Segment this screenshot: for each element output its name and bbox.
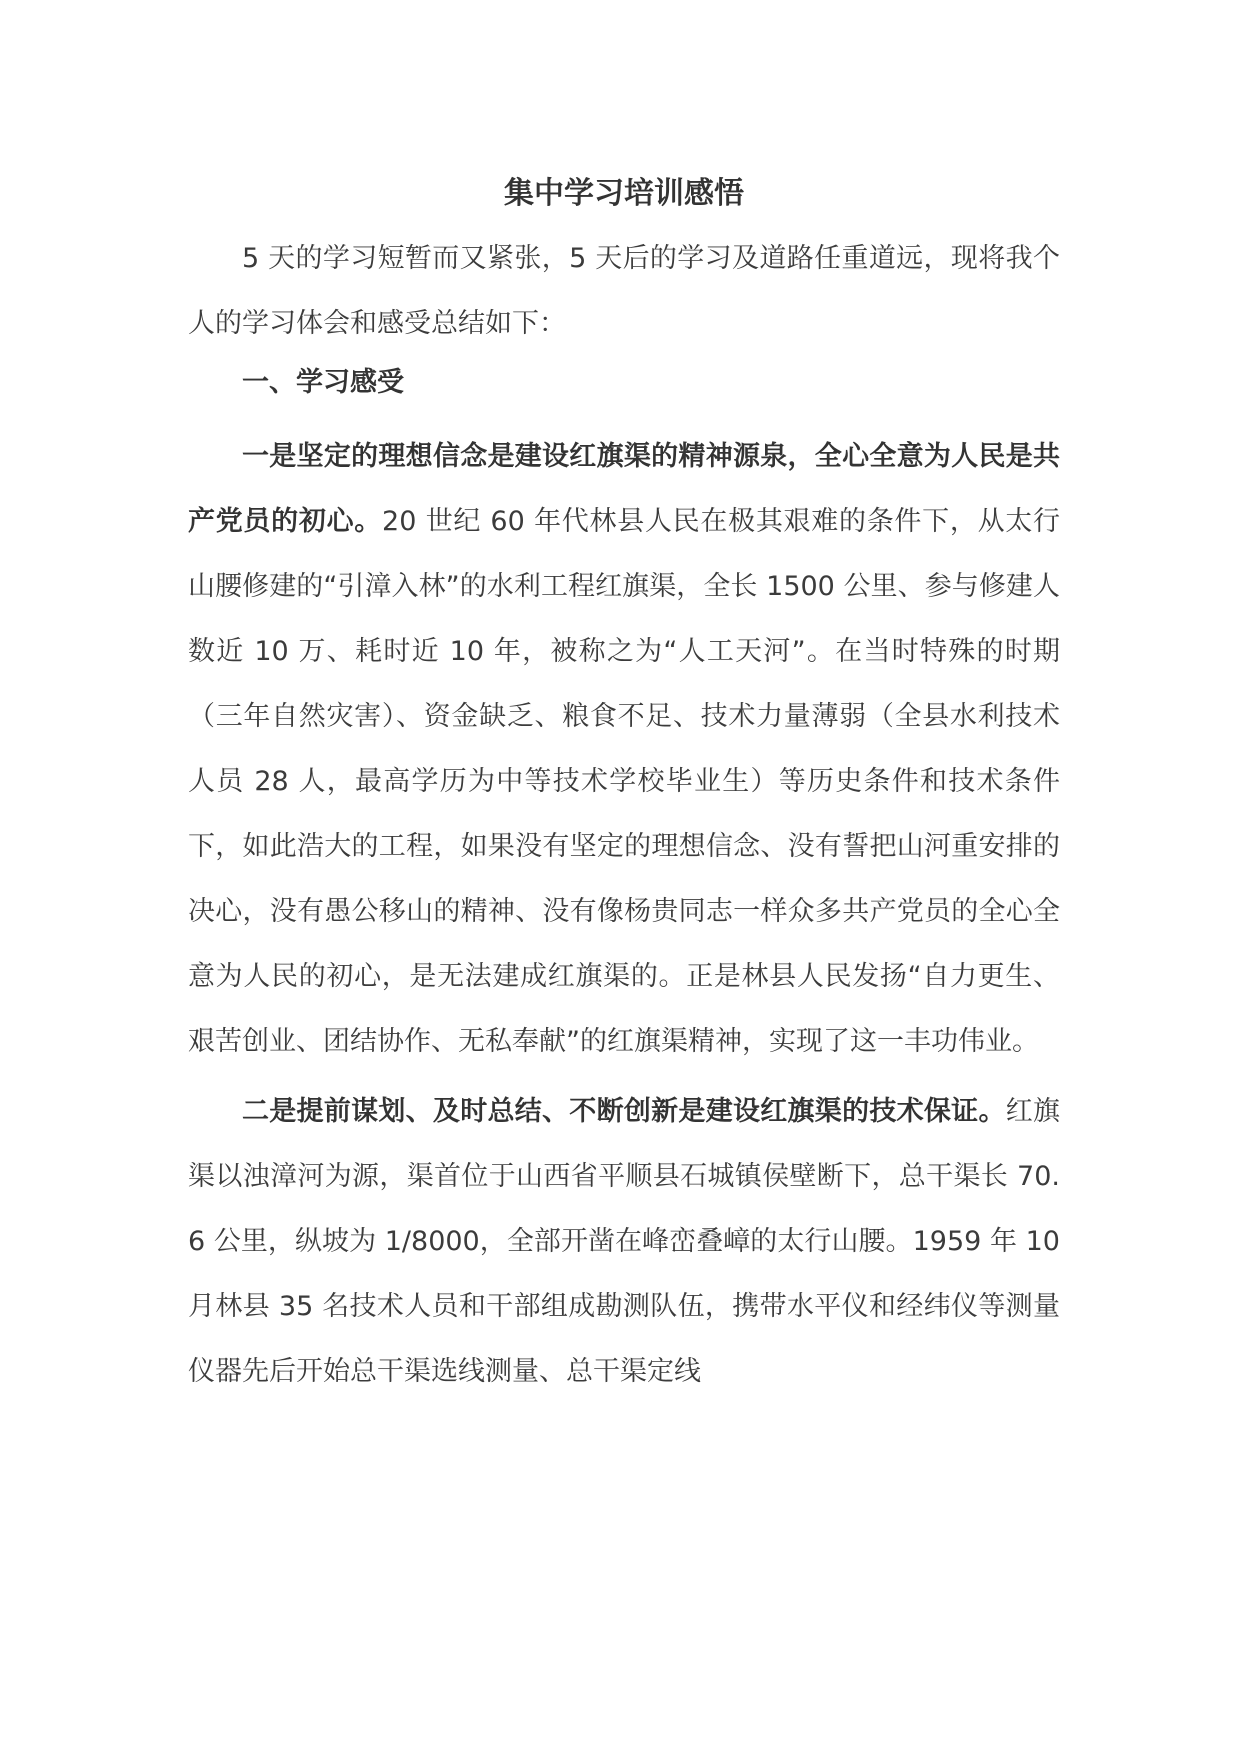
point-2-lead: 二是提前谋划、及时总结、不断创新是建设红旗渠的技术保证。 [242, 1096, 1006, 1127]
point-2-body: 红旗渠以浊漳河为源，渠首位于山西省平顺县石城镇侯壁断下，总干渠长 70.6 公里，纵坡为 1/8000，全部开凿在峰峦叠嶂的太行山腰。1959 年 10 月林县 35 名技术人员和干部组成勘测队伍，携带水平仪和经纬仪等测量仪器先后开始总干渠选线测量、总干渠定线 [188, 1096, 1061, 1387]
point-2-paragraph [188, 1079, 1060, 1404]
point-1-body: 20 世纪 60 年代林县人民在极其艰难的条件下，从太行山腰修建的“引漳入林”的水利工程红旗渠，全长 1500 公里、参与修建人数近 10 万、耗时近 10 年，被称之为“人工天河”。在当时特殊的时期（三年自然灾害）、资金缺乏、粮食不足、技术力量薄弱（全县水利技术人员 28 人，最高学历为中等技术学校毕业生）等历史条件和技术条件下，如此浩大的工程，如果没有坚定的理想信念、没有誓把山河重安排的决心，没有愚公移山的精神、没有像杨贵同志一样众多共产党员的全心全意为人民的初心，是无法建成红旗渠的。正是林县人民发扬“自力更生、艰苦创业、团结协作、无私奉献”的红旗渠精神，实现了这一丰功伟业。 [188, 506, 1060, 1057]
section-heading-1: 一、学习感受 [242, 367, 404, 398]
point-1-lead: 一是坚定的理想信念是建设红旗渠的精神源泉，全心全意为人民是共产党员的初心。 [188, 441, 1060, 537]
document-title: 集中学习培训感悟 [504, 176, 744, 211]
point-1-paragraph [188, 424, 1060, 1074]
intro-paragraph: 5 天的学习短暂而又紧张，5 天后的学习及道路任重道远，现将我个人的学习体会和感受总结如下： [188, 243, 1060, 339]
